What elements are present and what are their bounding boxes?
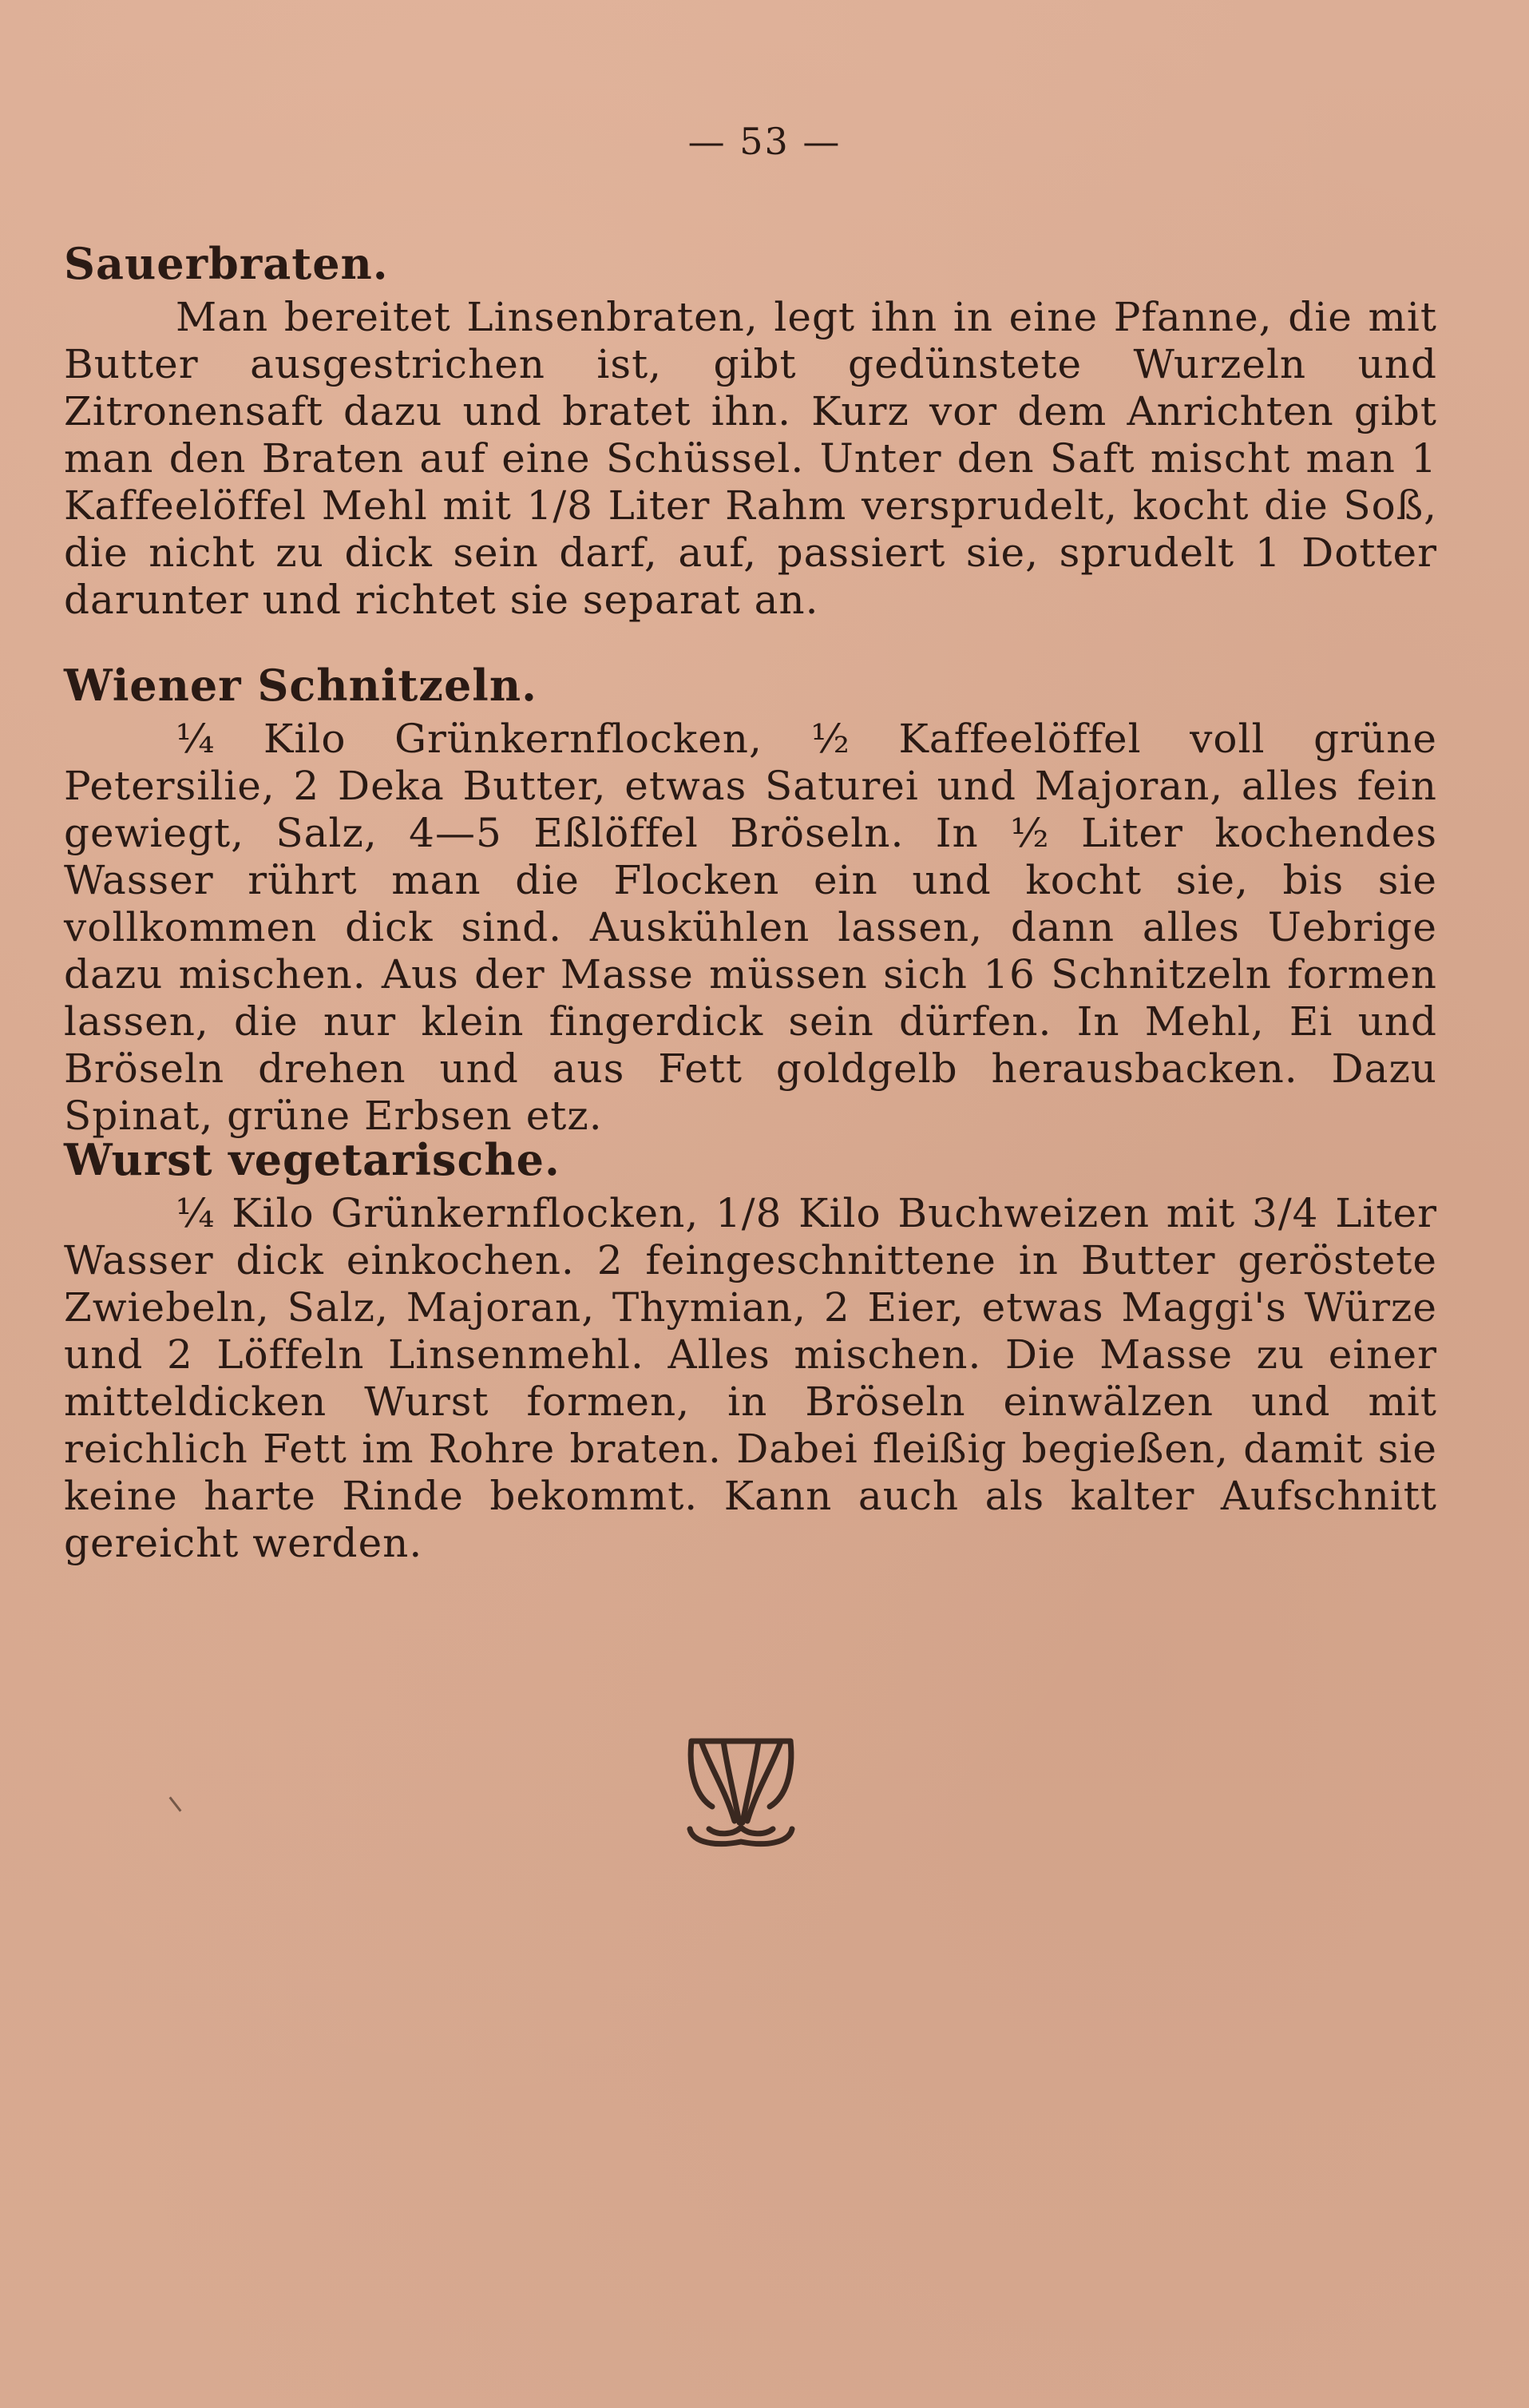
recipe-wurst-vegetarische: [64, 1136, 1437, 1567]
recipe-title: Sauerbraten.: [64, 238, 389, 289]
art-nouveau-vignette-icon: [685, 1733, 797, 1849]
recipe-body: ¼ Kilo Grünkernflocken, ½ Kaffeelöffel voll grüne Petersilie, 2 Deka Butter, etwas Saturei und Majoran, alles fein gewiegt, Salz, 4—5 Eßlöffel Bröseln. In ½ Liter kochendes Wasser rührt man die Flocken ein und kocht sie, bis sie vollkommen dick sind. Auskühlen lassen, dann alles Uebrige dazu mischen. Aus der Masse müssen sich 16 Schnitzeln formen lassen, die nur klein fingerdick sein dürfen. In Mehl, Ei und Bröseln drehen und aus Fett goldgelb herausbacken. Dazu Spinat, grüne Erbsen etz.: [64, 716, 1437, 1139]
recipe-sauerbraten: [64, 240, 1437, 624]
recipe-title: Wurst vegetarische.: [64, 1134, 561, 1185]
paper-speck: [169, 1796, 182, 1811]
recipe-body: Man bereitet Linsenbraten, legt ihn in eine Pfanne, die mit Butter ausgestrichen ist, gibt gedünstete Wurzeln und Zitronensaft dazu und bratet ihn. Kurz vor dem Anrichten gibt man den Braten auf eine Schüssel. Unter den Saft mischt man 1 Kaffeelöffel Mehl mit 1/8 Liter Rahm versprudelt, kocht die Soß, die nicht zu dick sein darf, auf, passiert sie, sprudelt 1 Dotter darunter und richtet sie separat an.: [64, 294, 1437, 623]
recipe-wiener-schnitzeln: [64, 661, 1437, 1140]
recipe-title: Wiener Schnitzeln.: [64, 660, 537, 711]
page-number: — 53 —: [687, 120, 842, 163]
recipe-body: ¼ Kilo Grünkernflocken, 1/8 Kilo Buchweizen mit 3/4 Liter Wasser dick einkochen. 2 feingeschnittene in Butter geröstete Zwiebeln, Salz, Majoran, Thymian, 2 Eier, etwas Maggi's Würze und 2 Löffeln Linsenmehl. Alles mischen. Die Masse zu einer mitteldicken Wurst formen, in Bröseln einwälzen und mit reichlich Fett im Rohre braten. Dabei fleißig begießen, damit sie keine harte Rinde bekommt. Kann auch als kalter Aufschnitt gereicht werden.: [64, 1190, 1437, 1566]
